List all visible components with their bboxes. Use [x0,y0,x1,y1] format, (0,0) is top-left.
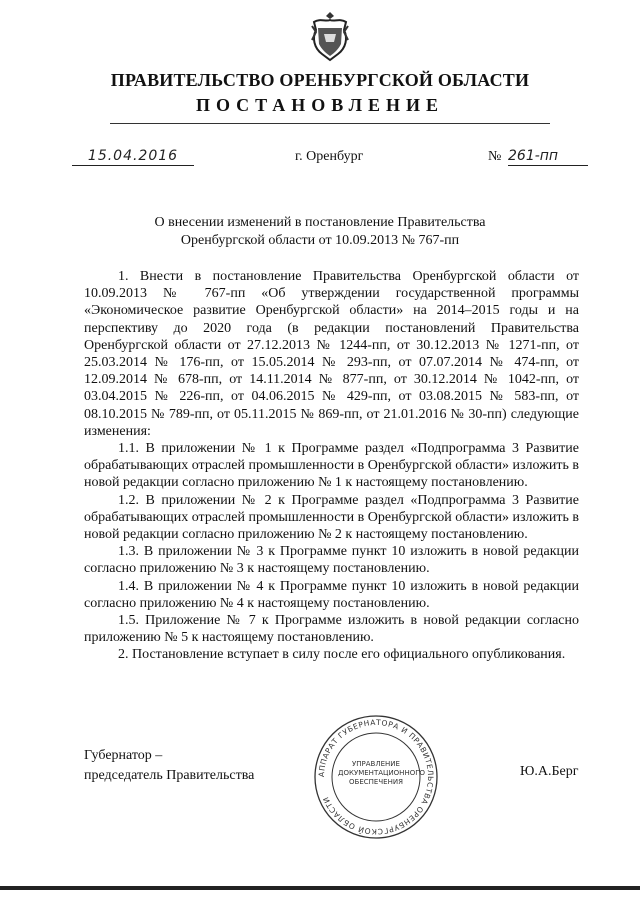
paragraph-2: 2. Постановление вступает в силу после его официального опубликования. [118,647,566,663]
signatory-name: Ю.А.Берг [520,764,579,779]
subject-line-1: О внесении изменений в постановление Правительства [154,215,486,230]
signatory-position-line-1: Губернатор – [84,748,163,763]
number-label: № [488,149,502,164]
stamp-inner-line-1: УПРАВЛЕНИЕ [352,760,400,768]
signatory-position-line-2: председатель Правительства [84,768,255,783]
document-number: 261-пп [508,147,588,166]
bottom-scan-edge [0,886,640,890]
document-city: г. Оренбург [295,149,364,164]
subject-line-2: Оренбургской области от 10.09.2013 № 767-пп [180,233,460,248]
document-body [84,268,579,664]
paragraph-1-4: 1.4. В приложении № 4 к Программе пункт 10 изложить в новой редакции согласно приложению № 4 к настоящему постановлению. [84,578,579,611]
paragraph-1-5: 1.5. Приложение № 7 к Программе изложить в новой редакции согласно приложению № 5 к настоящему постановлению. [84,613,579,646]
stamp-inner-line-2: ДОКУМЕНТАЦИОННОГО [338,769,426,777]
paragraph-1-3: 1.3. В приложении № 3 к Программе пункт 10 изложить в новой редакции согласно приложению № 3 к настоящему постановлению. [84,544,579,577]
paragraph-1-1: 1.1. В приложении № 1 к Программе раздел «Подпрограмма 3 Развитие обрабатывающих отраслей промышленности в Оренбургской области» изложить в новой редакции согласно приложению № 1 к настоящему постановлению. [84,441,579,491]
document-date: 15.04.2016 [72,147,194,166]
header-divider [110,123,550,124]
document-subject [0,214,640,250]
stamp-outer-text: АППАРАТ ГУБЕРНАТОРА И ПРАВИТЕЛЬСТВА ОРЕНБУРГСКОЙ ОБЛАСТИ [316,717,436,837]
document-type-title: ПОСТАНОВЛЕНИЕ [195,95,445,115]
signatory-position [84,746,254,786]
stamp-inner-line-3: ОБЕСПЕЧЕНИЯ [349,778,403,786]
coat-of-arms-icon [308,10,352,64]
paragraph-1-2: 1.2. В приложении № 2 к Программе раздел «Подпрограмма 3 Развитие обрабатывающих отраслей промышленности в Оренбургской области» изложить в новой редакции согласно приложению № 2 к настоящему постановлению. [84,492,579,543]
paragraph-1: 1. Внести в постановление Правительства Оренбургской области от 10.09.2013 № 767-пп «Об утверждении государственной программы «Экономическое развитие Оренбургской области» на 2014–2015 годы и на перспективу до 2020 года (в редакции постановлений Правительства Оренбургской области от 27.12.2013 № 1244-пп, от 30.12.2013 № 1271-пп, от 25.03.2014 № 176-пп, от 15.05.2014 № 293-пп, от 07.07.2014 № 474-пп, от 12.09.2014 № 678-пп, от 14.11.2014 № 877-пп, от 30.12.2014 № 1042-пп, от 03.04.2015 № 226-пп, от 04.06.2015 № 429-пп, от 03.08.2015 № 583-пп, от 08.10.2015 № 789-пп, от 05.11.2015 № 869-пп, от 21.01.2016 № 30-пп) следующие изменения: [84,269,579,439]
stamp-inner-text [338,760,426,787]
organization-title: ПРАВИТЕЛЬСТВО ОРЕНБУРГСКОЙ ОБЛАСТИ [110,70,530,90]
